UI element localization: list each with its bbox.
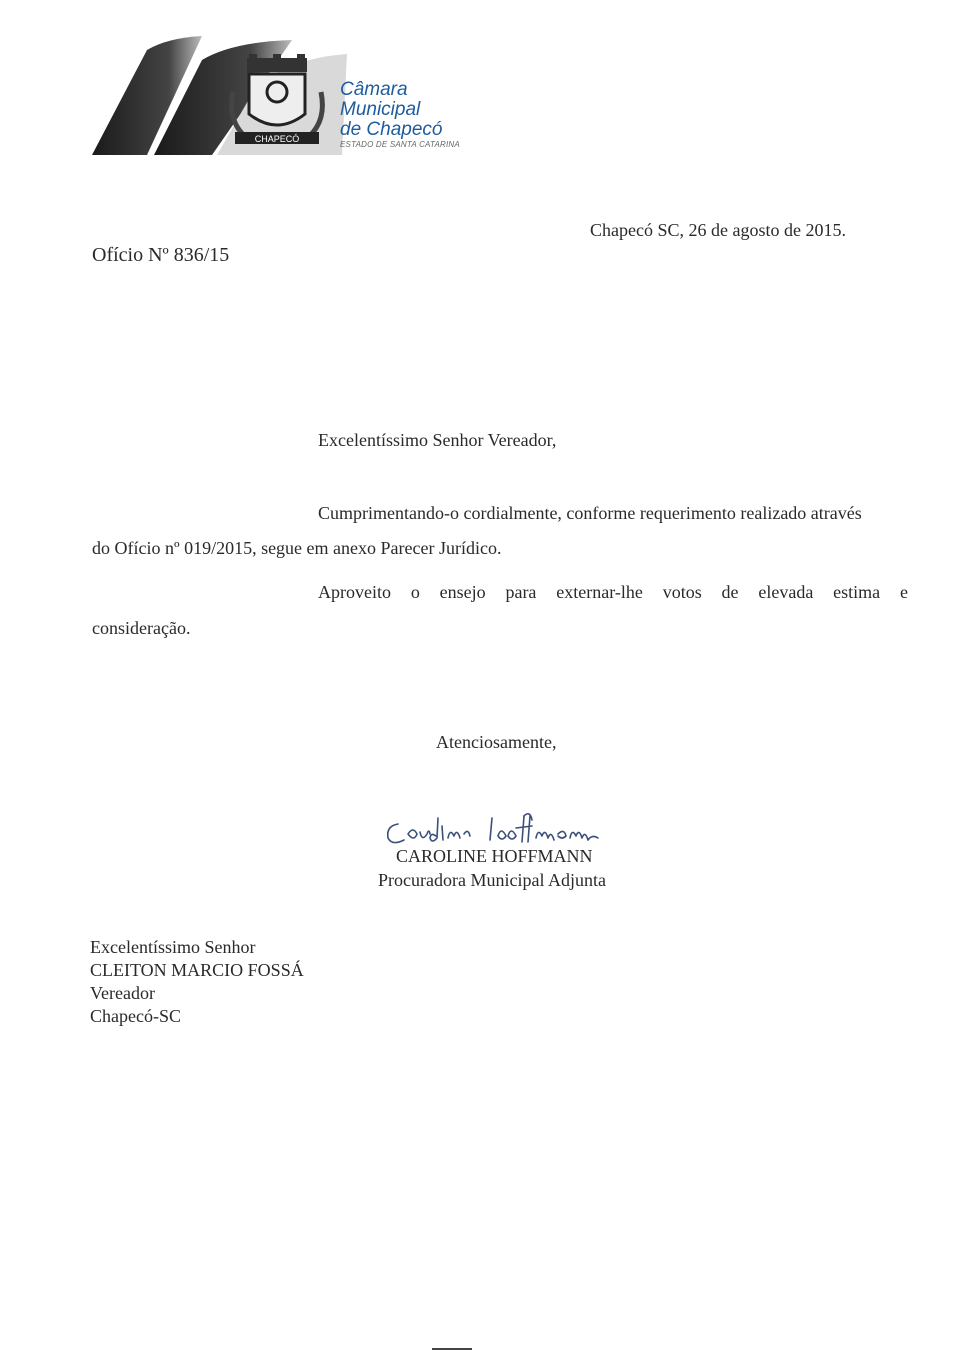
- signatory-title: Procuradora Municipal Adjunta: [378, 870, 606, 890]
- paragraph-1-line-1: Cumprimentando-o cordialmente, conforme requerimento realizado através: [318, 503, 862, 523]
- org-state: ESTADO DE SANTA CATARINA: [340, 140, 460, 149]
- recipient-line-4: Chapecó-SC: [90, 1006, 181, 1026]
- word: o: [410, 582, 420, 602]
- salutation: Excelentíssimo Senhor Vereador,: [318, 430, 557, 450]
- letterhead: [92, 30, 472, 160]
- letter-number: Ofício Nº 836/15: [92, 244, 230, 266]
- closing: Atenciosamente,: [436, 732, 557, 752]
- word: elevada: [758, 582, 814, 602]
- org-name-line1: Câmara: [340, 79, 408, 100]
- word: ensejo: [439, 582, 486, 602]
- paragraph-1-line-2: do Ofício nº 019/2015, segue em anexo Parecer Jurídico.: [92, 538, 502, 558]
- org-name-line3: de Chapecó: [340, 119, 443, 140]
- coat-of-arms-seal: [227, 52, 327, 152]
- word: estima: [833, 582, 881, 602]
- paragraph-2-line-1: [318, 582, 908, 603]
- word: votos: [662, 582, 702, 602]
- word: para: [505, 582, 537, 602]
- recipient-block: [90, 936, 304, 1028]
- word: e: [899, 582, 908, 602]
- org-name-block: [340, 80, 460, 149]
- paragraph-2-line-2: consideração.: [92, 618, 191, 638]
- word: externar-lhe: [556, 582, 643, 602]
- letter-date: Chapecó SC, 26 de agosto de 2015.: [590, 220, 846, 240]
- signatory-name: CAROLINE HOFFMANN: [396, 846, 593, 866]
- org-name-line2: Municipal: [340, 99, 421, 120]
- svg-text:CHAPECÓ: CHAPECÓ: [254, 134, 300, 144]
- recipient-line-2: CLEITON MARCIO FOSSÁ: [90, 960, 304, 980]
- word: de: [721, 582, 739, 602]
- word: Aproveito: [318, 582, 391, 602]
- scan-mark: [432, 1348, 472, 1350]
- recipient-line-1: Excelentíssimo Senhor: [90, 937, 256, 957]
- recipient-line-3: Vereador: [90, 983, 155, 1003]
